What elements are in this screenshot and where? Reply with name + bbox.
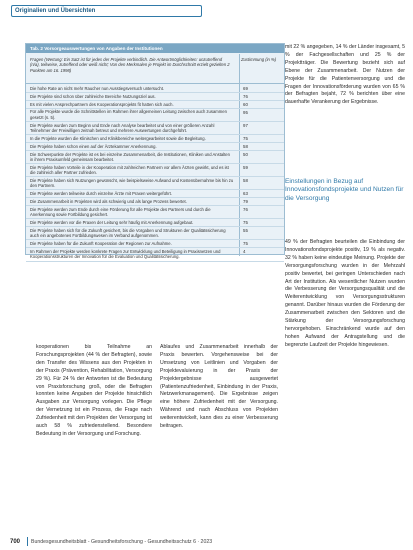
- table-cell-agreement: 4: [243, 249, 246, 255]
- table-row: [26, 177, 284, 190]
- table-header-question: Fragen (Wertung: Ein Satz ist für jedes der Projekte verbindlich. Die Antwortmöglichkeiten: unzutreffend (n/a), teilweise, zutreffend oder weiß nicht; Von den Merkmalen je Projekt im Durchschnitt erzielt gezielten 2 Punkten am 16. 1998): [30, 57, 230, 73]
- table-cell-question: Für alle Projekte wurde die Schnittstellen im Rahmen ihrer allgemeinen Leitung zwischen auch zusammen gesetzt (s. 5).: [30, 109, 227, 120]
- table-row: [26, 190, 284, 198]
- table-cell-agreement: 60: [243, 101, 248, 107]
- table-cell-agreement: 58: [243, 178, 248, 184]
- table-cell-question: Im Rahmen der Projekte werden konkrete Fragen zur Entwicklung und Beteiligung in Praxisnetzen und Kooperationsstrukturen der Innovation für die Evaluation und Qualitätssicherung.: [30, 249, 221, 260]
- table-cell-agreement: 76: [243, 207, 248, 213]
- table-cell-question: Die Projekte werden teilweise durch einzelne Ärzte mit Praxen weitergeführt.: [30, 191, 172, 197]
- table-row: [26, 219, 284, 227]
- table-body: [26, 85, 284, 262]
- body-column-middle: [160, 344, 278, 431]
- page-number: 700: [10, 539, 21, 545]
- body-column-left: [36, 344, 152, 439]
- table-cell-question: Die Projekte werden zum Ende durch eine Förderung für alle Projekte des Partners und durch die Anerkennung sowie Fortbildung gesichert.: [30, 206, 211, 218]
- table-cell-agreement: 69: [243, 86, 248, 91]
- table-cell-question: Die Projekte haben schon einen auf der Ärztekammer Anerkennung.: [30, 143, 157, 149]
- table-cell-question: Die Projekte haben Vorteile in der Kooperation mit zahlreichen Partnern vor allem Ärzten gewirkt, und es ist die zahlreich aller Partner zufrieden.: [30, 164, 229, 176]
- table-cell-agreement: 50: [243, 151, 248, 157]
- table-header-agreement: Zustimmung (in %): [241, 57, 277, 62]
- table-row: [26, 151, 284, 164]
- table-cell-question: Die hohe Rate an nicht mehr Raucher nun Ausstiegsversuch untersucht.: [30, 85, 165, 91]
- table-row: [26, 227, 284, 240]
- table-row: [26, 198, 284, 206]
- table-cell-question: Es mit vielen Ansprechpartnern des Kooperationsprojekts fit hatten sich auch.: [30, 101, 174, 107]
- section-heading: Einstellungen in Bezug auf Innovationsfondsprojekte und Nutzen für die Versorgung: [285, 178, 404, 202]
- table-row: [26, 240, 284, 248]
- table-cell-agreement: 55: [243, 228, 248, 234]
- section-tab: Originalien und Übersichten: [11, 5, 202, 17]
- paragraph: mit 22 % angegeben, 14 % der Länder insgesamt, 5 % der Fachgesellschaften und 25 % der Projektträger. Die Bewertung bezieht sich auf Ebene der Zusammenarbeit. Der Nutzen der Projekte für die Patientenversorgung und die Fragen der Innovationsförderung wurden von 65 % der Befragten bejaht, 72 % berichten über eine dauerhafte Verankerung der Ergebnisse.: [285, 44, 405, 106]
- table: [25, 43, 285, 260]
- table-cell-question: Die Projekte werden vor die Praxen der Leitung sehr häufig mit Anerkennung aufgebaut.: [30, 220, 194, 226]
- table-row: [26, 85, 284, 93]
- table-cell-agreement: 75: [243, 241, 248, 247]
- table-cell-question: Die Projekte haben für die Zukunft Kooperation der Regionen zur Aufnahme.: [30, 241, 172, 247]
- paragraph: Ablaufes und Zusammenarbeit innerhalb der Praxis bewerten. Vorgehensweise bei der Umsetzung von Leitlinien und Vorgaben der Projektevaluierung in der Praxis der Projektergebnisse ausgewertet (Patientenzufriedenheit, Einbindung in der Praxis, Netzwerkmanagement). Die Ergebnisse zeigen eine höhere Zufriedenheit mit der Versorgung. Während und nach Abschluss von Projekten weiterentwickelt, kann dies zu einer Verbesserung beitragen.: [160, 344, 278, 430]
- table-cell-agreement: 97: [243, 122, 248, 128]
- table-cell-agreement: 63: [243, 191, 248, 197]
- table-cell-agreement: 79: [243, 199, 248, 205]
- table-row: [26, 101, 284, 109]
- table-header: [26, 54, 284, 84]
- footer-divider: [27, 537, 28, 546]
- body-column-right-top: [285, 44, 405, 107]
- table-cell-question: Die Projekte haben sich für die Zukunft gesichert, bis die Vorgaben und Strukturen der Qualitätssicherung auch ein angebotenes Fortbildungswesen im Verband aufgenommen.: [30, 228, 226, 239]
- table-cell-agreement: 58: [243, 143, 248, 149]
- table-cell-agreement: 75: [243, 220, 248, 226]
- paragraph: kooperationen bis Teilnahme an Forschungsprojekten (44 % der Befragten), sowie den Transfer des Wissens aus den Projekten in der Praxis (Prävention, Rehabilitation, Versorgung 29 %). Für 24 % der Antworten ist die Bedeutung von Praxisforschung groß, oder die Befragten konnten keine Angaben der Projekte hinsichtlich Ausgaben zur Versorgung vorlegen. Die Pflege der Vernetzung ist ein Prozess, die Frage nach Zufriedenheit mit den Projekten der Versorgung ist auch 58 % zufriedenstellend. Besondere Bedeutung in der Versorgung und Forschung.: [36, 344, 152, 437]
- table-row: [26, 206, 284, 219]
- table-cell-question: Die Schwerpunkte der Projekte ist es bei einzelne Zusammenarbeit, die Institutionen, Kliniken und Anstalten in ihrem Praxisumfeld gemeinsam bearbeitet.: [30, 151, 230, 162]
- table-row: [26, 135, 284, 143]
- table-row: [26, 164, 284, 177]
- table-cell-question: Die Zusammenarbeit in Projekten wird als schwierig und als lange Prozess bewertet.: [30, 199, 187, 205]
- table-row: [26, 122, 284, 135]
- table-title: Tab. 2 Vorsorgeauswertungen von Angaben der Institutionen: [26, 44, 284, 53]
- table-cell-question: Die Projekte haben sich Nutzungen gewünscht, wie beispielsweise Aufwand und Kostenübernahme bis hin zu den Partnern.: [30, 178, 234, 189]
- table-row: [26, 93, 284, 101]
- table-row: [26, 109, 284, 122]
- journal-citation: Bundesgesundheitsblatt - Gesundheitsforschung - Gesundheitsschutz 6 · 2023: [31, 539, 213, 545]
- paragraph: 49 % der Befragten beurteilen die Einbindung der Innovationsfondsprojekte positiv, 19 % als negativ. 32 % haben keine eindeutige Meinung. Projekte der Versorgungsforschung wurden in der Mehrzahl positiv bewertet, bei geringen Unterschieden nach Art der Institution. Als wesentlicher Nutzen wurden die Verbesserung der Versorgungsqualität und die Weiterentwicklung von Versorgungsstrukturen genannt. Darüber hinaus wurden die Förderung der Zusammenarbeit zwischen den Sektoren und die Stärkung der Versorgungsforschung hervorgehoben. Einschränkend wurde auf den hohen Aufwand der Antragstellung und die begrenzte Laufzeit der Projekte hingewiesen.: [285, 239, 405, 348]
- table-cell-agreement: 95: [243, 109, 248, 115]
- table-cell-question: Die Projekte wurden zum Beginn und Ende nach Analyse bearbeitet und von einer größeren Anzahl Teilnehmer der Freiwilligen zeitnah betreut und mehrere Auswertungen durchgeführt.: [30, 122, 215, 133]
- table-row: [26, 248, 284, 261]
- table-cell-question: Die Projekte sind schon über zahlreiche Bereiche Nutzungsziel aus.: [30, 93, 156, 99]
- table-cell-question: In die Projekte wurden die Klinischen und Klinikbereiche weitergearbeitet sowie die Begleitung.: [30, 135, 206, 141]
- body-column-right-bottom: [285, 239, 405, 350]
- table-cell-agreement: 76: [243, 93, 248, 99]
- table-cell-agreement: 75: [243, 136, 248, 142]
- table-cell-agreement: 59: [243, 165, 248, 171]
- table-row: [26, 143, 284, 151]
